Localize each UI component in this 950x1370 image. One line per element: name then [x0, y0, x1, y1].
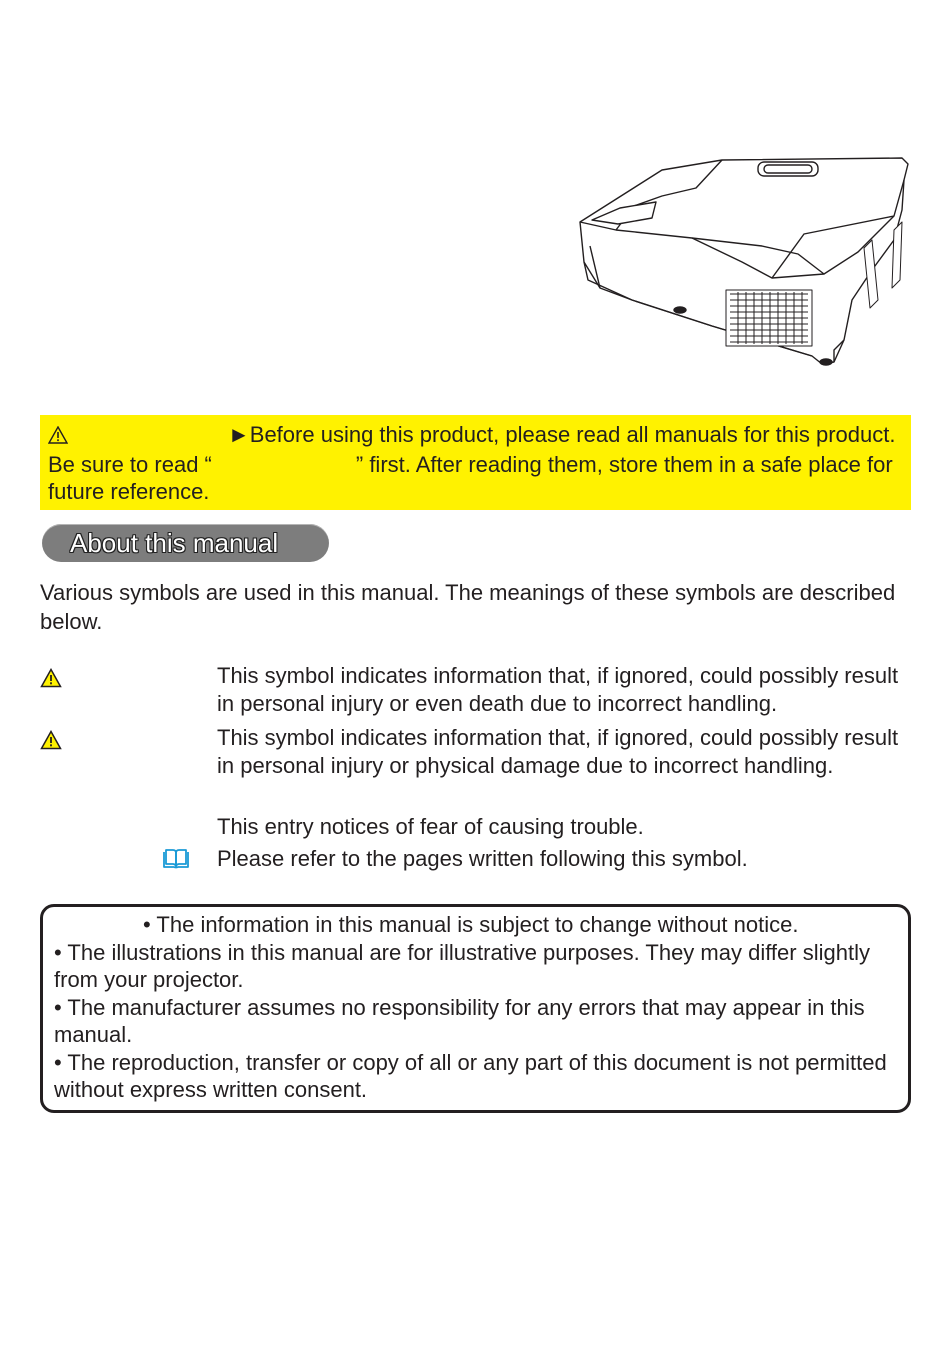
projector-illustration	[572, 150, 912, 370]
section-title: About this manual	[70, 528, 279, 558]
notice-item: • The manufacturer assumes no responsibility for any errors that may appear in this manual.	[54, 994, 865, 1047]
warning-text-after: ” first. After reading them, store them in a safe place for future reference.	[48, 451, 893, 504]
symbol-description: This symbol indicates information that, if ignored, could possibly result in personal injury or physical damage due to incorrect handling.	[217, 725, 899, 778]
section-heading	[42, 524, 329, 562]
warning-text: ►Before using this product, please read all manuals for this product. Be sure to read “	[48, 422, 896, 477]
notice-item: • The information in this manual is subject to change without notice.	[143, 912, 799, 937]
warning-triangle-icon	[40, 729, 62, 757]
symbol-description: This symbol indicates information that, if ignored, could possibly result in personal injury or even death due to incorrect handling.	[217, 663, 899, 716]
notice-item: • The reproduction, transfer or copy of all or any part of this document is not permitted without express written consent.	[54, 1049, 887, 1102]
symbol-description: This entry notices of fear of causing trouble.	[217, 814, 644, 839]
intro-paragraph: Various symbols are used in this manual. The meanings of these symbols are described below.	[40, 580, 896, 634]
symbol-description: Please refer to the pages written following this symbol.	[217, 846, 748, 871]
book-icon	[162, 848, 190, 877]
warning-box	[40, 415, 911, 510]
warning-triangle-icon	[48, 423, 68, 451]
notice-item: • The illustrations in this manual are for illustrative purposes. They may differ slightly from your projector.	[54, 939, 870, 992]
warning-triangle-icon	[40, 667, 62, 695]
notice-box	[40, 904, 911, 1113]
